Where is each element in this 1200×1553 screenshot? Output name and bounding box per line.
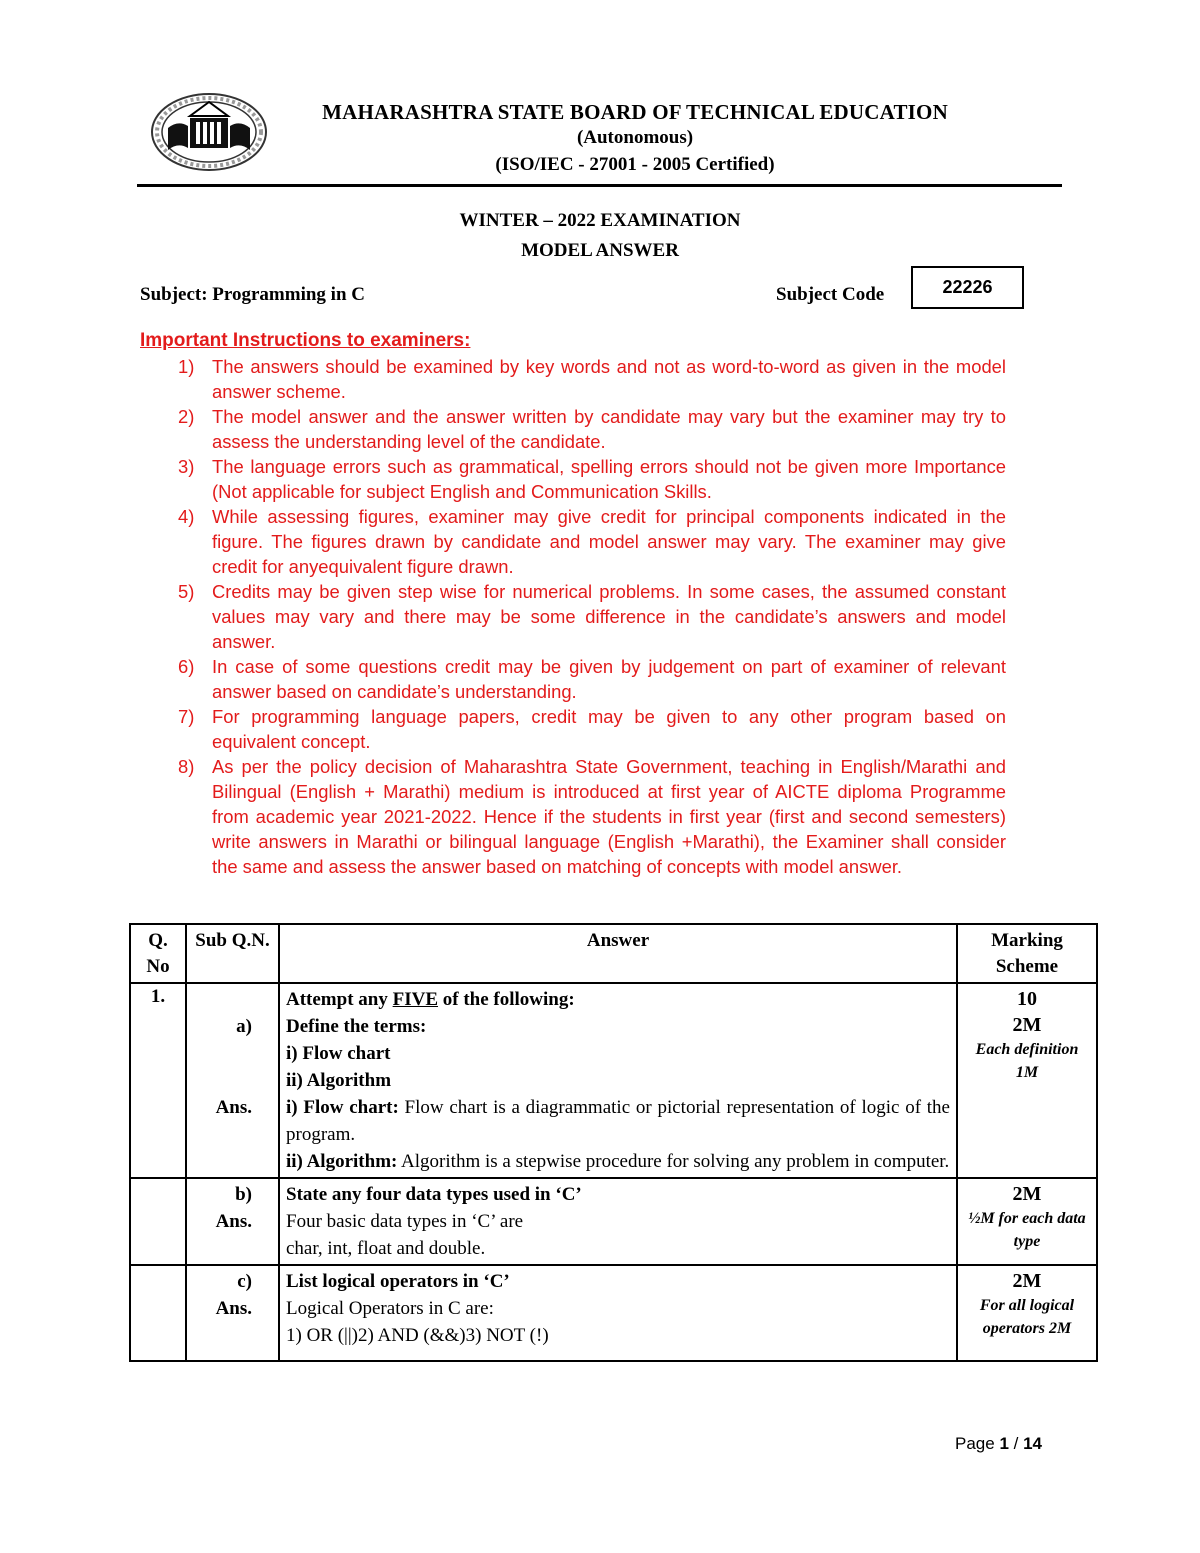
answer-text: char, int, float and double.	[286, 1238, 486, 1259]
page-total: 14	[1023, 1434, 1042, 1453]
table-row	[130, 1265, 1097, 1361]
marking-cell	[957, 983, 1097, 1178]
table-header-row	[130, 924, 1097, 983]
marking-cell	[957, 1265, 1097, 1361]
ans-label: Ans.	[215, 1298, 252, 1319]
answer-text: Logical Operators in C are:	[286, 1298, 494, 1319]
answer-text: 1) OR (||)2) AND (&&)3) NOT (!)	[286, 1325, 549, 1346]
marking-note: ½M for each data type	[968, 1210, 1086, 1250]
q-number: 1.	[130, 983, 186, 1178]
question-text: State any four data types used in ‘C’	[286, 1184, 582, 1205]
table-row	[130, 1178, 1097, 1265]
sub-question-cell	[186, 1265, 279, 1361]
question-text: ii) Algorithm	[286, 1070, 392, 1091]
board-certification: (ISO/IEC - 27001 - 2005 Certified)	[495, 154, 775, 175]
marks: 2M	[1012, 1270, 1042, 1292]
page-number: 1	[999, 1434, 1009, 1453]
header-q-no: Q. No	[130, 924, 186, 983]
table-row	[130, 983, 1097, 1178]
instruction-item: 5) Credits may be given step wise for numerical problems. In some cases, the assumed constant values may vary and there may be some difference in the candidate’s answers and model answer.	[178, 581, 1006, 652]
instruction-item: 3) The language errors such as grammatical, spelling errors should not be given more Importance (Not applicable for subject English and Communication Skills.	[178, 456, 1006, 502]
sub-label: c)	[237, 1271, 252, 1292]
answer-text: ii) Algorithm: Algorithm is a stepwise procedure for solving any problem in computer.	[286, 1151, 950, 1172]
instruction-item: 7) For programming language papers, credit may be given to any other program based on equivalent concept.	[178, 706, 1006, 752]
exam-subtitle: MODEL ANSWER	[521, 240, 679, 261]
sub-label: a)	[236, 1016, 252, 1037]
marks: 2M	[1012, 1183, 1042, 1205]
marking-note: For all logical operators 2M	[979, 1297, 1075, 1337]
marking-cell	[957, 1178, 1097, 1265]
sub-label: b)	[235, 1184, 252, 1205]
answer-cell	[279, 1178, 957, 1265]
board-status: (Autonomous)	[576, 127, 694, 148]
ans-label: Ans.	[215, 1211, 252, 1232]
instruction-item: 2) The model answer and the answer written by candidate may vary but the examiner may try to assess the understanding level of the candidate.	[178, 406, 1006, 452]
answer-text: i) Flow chart: Flow chart is a diagrammatic or pictorial representation of logic of the program.	[286, 1097, 950, 1145]
header-marking-scheme: Marking Scheme	[957, 924, 1097, 983]
marking-note: Each definition 1M	[975, 1041, 1079, 1081]
subject-code-label: Subject Code	[776, 284, 885, 305]
answer-text: Four basic data types in ‘C’ are	[286, 1211, 524, 1232]
header-sub-qn: Sub Q.N.	[186, 924, 279, 983]
board-name: MAHARASHTRA STATE BOARD OF TECHNICAL EDUCATION	[322, 100, 948, 124]
subject-label: Subject: Programming in C	[140, 284, 365, 305]
instruction-item: 8) As per the policy decision of Maharashtra State Government, teaching in English/Marathi and Bilingual (English + Marathi) medium is introduced at first year of AICTE diploma Programme from academic year 2021-2022. Hence if the students in first year (first and second semesters) write answers in Marathi or bilingual language (English +Marathi), the Examiner shall consider the same and assess the answer based on matching of concepts with model answer.	[178, 756, 1006, 877]
question-text: i) Flow chart	[286, 1043, 391, 1064]
subject-code-box: 22226	[911, 266, 1024, 309]
header-divider	[137, 184, 1062, 187]
instructions-title: Important Instructions to examiners:	[140, 330, 471, 351]
instructions-list	[160, 354, 1006, 879]
instruction-item: 6) In case of some questions credit may be given by judgement on part of examiner of relevant answer based on candidate’s understanding.	[178, 656, 1006, 702]
sub-question-cell	[186, 1178, 279, 1265]
question-text: List logical operators in ‘C’	[286, 1271, 510, 1292]
exam-title: WINTER – 2022 EXAMINATION	[459, 210, 741, 231]
marks: 2M	[1012, 1014, 1042, 1036]
ans-label: Ans.	[215, 1097, 252, 1118]
header-answer: Answer	[279, 924, 957, 983]
answer-cell	[279, 1265, 957, 1361]
instruction-item: 1) The answers should be examined by key words and not as word-to-word as given in the model answer scheme.	[178, 356, 1006, 402]
total-marks: 10	[1017, 988, 1037, 1010]
question-heading: Attempt any FIVE of the following:	[286, 989, 575, 1010]
answer-cell	[279, 983, 957, 1178]
sub-question-cell	[186, 983, 279, 1178]
question-text: Define the terms:	[286, 1016, 427, 1037]
page-footer: Page 1 / 14	[955, 1434, 1042, 1453]
answer-table	[129, 923, 1098, 1362]
instruction-item: 4) While assessing figures, examiner may give credit for principal components indicated in the figure. The figures drawn by candidate and model answer may vary. The examiner may give credit for anyequivalent figure drawn.	[178, 506, 1006, 577]
